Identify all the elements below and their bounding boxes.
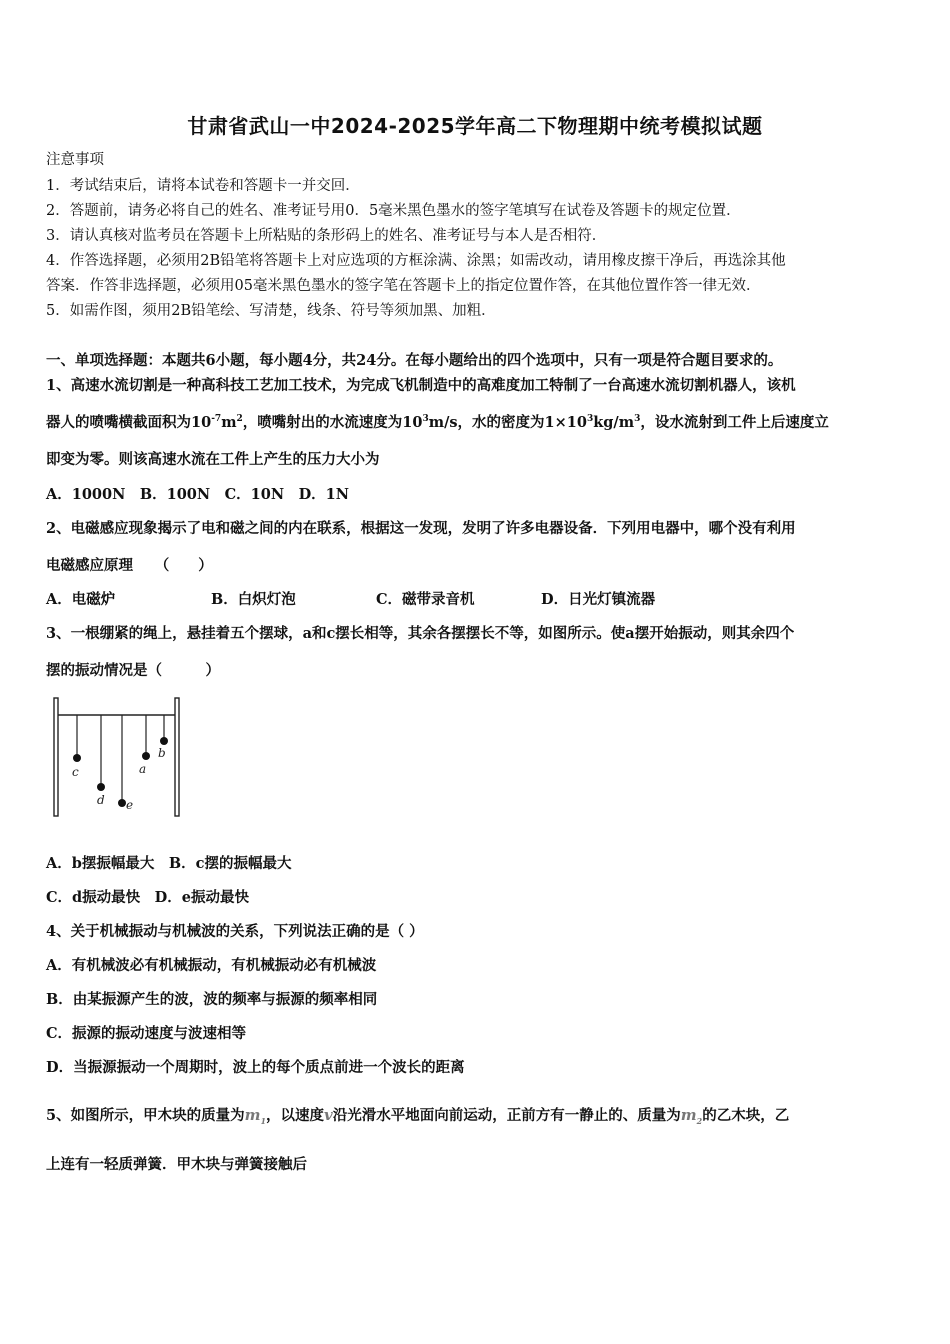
- q2-options: [46, 590, 655, 610]
- q2-option-d: D．日光灯镇流器: [541, 591, 656, 608]
- label-d: d: [97, 793, 105, 807]
- q4-option-b: B．由某振源产生的波，波的频率与振源的频率相同: [46, 991, 378, 1008]
- mass-m2: $m_2$: [680, 1106, 703, 1126]
- notice-item-5: 5．如需作图，须用2B铅笔绘、写清楚，线条、符号等须加黑、加粗．: [46, 303, 496, 319]
- q2-line-2: 电磁感应原理 （ ）: [46, 557, 213, 574]
- notice-item-1: 1．考试结束后，请将本试卷和答题卡一并交回．: [46, 178, 360, 194]
- velocity-v: v: [324, 1106, 333, 1124]
- pendulum-bob-c: [73, 754, 81, 762]
- q3-line-1: 3、一根绷紧的绳上，悬挂着五个摆球，a和c摆长相等，其余各摆摆长不等，如图所示。使a摆开始振动，则其余四个: [46, 625, 795, 642]
- pendulum-bob-d: [97, 783, 105, 791]
- section-heading: 一、单项选择题：本题共6小题，每小题4分，共24分。在每小题给出的四个选项中，只有一项是符合题目要求的。: [46, 352, 783, 369]
- page-title: 甘肃省武山一中2024-2025学年高二下物理期中统考模拟试题: [187, 114, 763, 138]
- q1-line-3: 即变为零。则该高速水流在工件上产生的压力大小为: [46, 451, 380, 468]
- notice-item-4-cont: 答案．作答非选择题，必须用05毫米黑色墨水的签字笔在答题卡上的指定位置作答，在其他位置作答一律无效．: [46, 278, 761, 294]
- q3-options-row-2: C．d振动最快 D．e振动最快: [46, 889, 249, 906]
- notice-item-2: 2．答题前，请务必将自己的姓名、准考证号用0．5毫米黑色墨水的签字笔填写在试卷及答题卡的规定位置．: [46, 203, 741, 219]
- q1-options: A．1000N B．100N C．10N D．1N: [46, 486, 350, 503]
- q3-line-2: 摆的振动情况是（ ）: [46, 662, 220, 679]
- notice-item-3: 3．请认真核对监考员在答题卡上所粘贴的条形码上的姓名、准考证号与本人是否相符．: [46, 228, 607, 244]
- pendulum-bob-e: [118, 799, 126, 807]
- q1-line-2: 器人的喷嘴横截面积为$10^{-7}m^2$，喷嘴射出的水流速度为$10^3m/s$，水的密度为$1\times 10^3kg/m^3$，设水流射到工件上后速度立: [46, 414, 829, 431]
- q2-option-c: C．磁带录音机: [376, 591, 475, 608]
- label-a: a: [139, 762, 147, 776]
- q4-option-c: C．振源的振动速度与波速相等: [46, 1025, 247, 1042]
- q4-option-a: A．有机械波必有机械振动，有机械振动必有机械波: [46, 957, 377, 974]
- q3-options-row-1: A．b摆振幅最大 B．c摆的振幅最大: [46, 855, 292, 872]
- q4-stem: 4、关于机械振动与机械波的关系，下列说法正确的是（ ）: [46, 923, 424, 940]
- label-b: b: [158, 746, 166, 760]
- notice-item-4: 4．作答选择题，必须用2B铅笔将答题卡上对应选项的方框涂满、涂黑；如需改动，请用橡皮擦干净后，再选涂其他: [46, 253, 786, 269]
- q2-option-a: A．电磁炉: [46, 591, 116, 608]
- pendulum-bob-b: [160, 737, 168, 745]
- right-post: [175, 698, 179, 816]
- pendulum-bob-a: [142, 752, 150, 760]
- notice-heading: 注意事项: [46, 152, 104, 168]
- mass-m1: $m_1$: [244, 1106, 267, 1126]
- pendulum-figure: [50, 695, 190, 820]
- q1-line-1: 1、高速水流切割是一种高科技工艺加工技术，为完成飞机制造中的高难度加工特制了一台高速水流切割机器人，该机: [46, 377, 796, 394]
- q5-line-1: 5、如图所示，甲木块的质量为$m_1$，以速度v沿光滑水平地面向前运动，正前方有一静止的、质量为$m_2$的乙木块，乙: [46, 1106, 790, 1126]
- q2-option-b: B．白炽灯泡: [211, 591, 296, 608]
- q2-line-1: 2、电磁感应现象揭示了电和磁之间的内在联系，根据这一发现，发明了许多电器设备．下列用电器中，哪个没有利用: [46, 520, 796, 537]
- label-c: c: [72, 765, 79, 779]
- left-post: [54, 698, 58, 816]
- q4-option-d: D．当振源振动一个周期时，波上的每个质点前进一个波长的距离: [46, 1059, 465, 1076]
- label-e: e: [126, 798, 134, 812]
- q5-line-2: 上连有一轻质弹簧．甲木块与弹簧接触后: [46, 1156, 307, 1173]
